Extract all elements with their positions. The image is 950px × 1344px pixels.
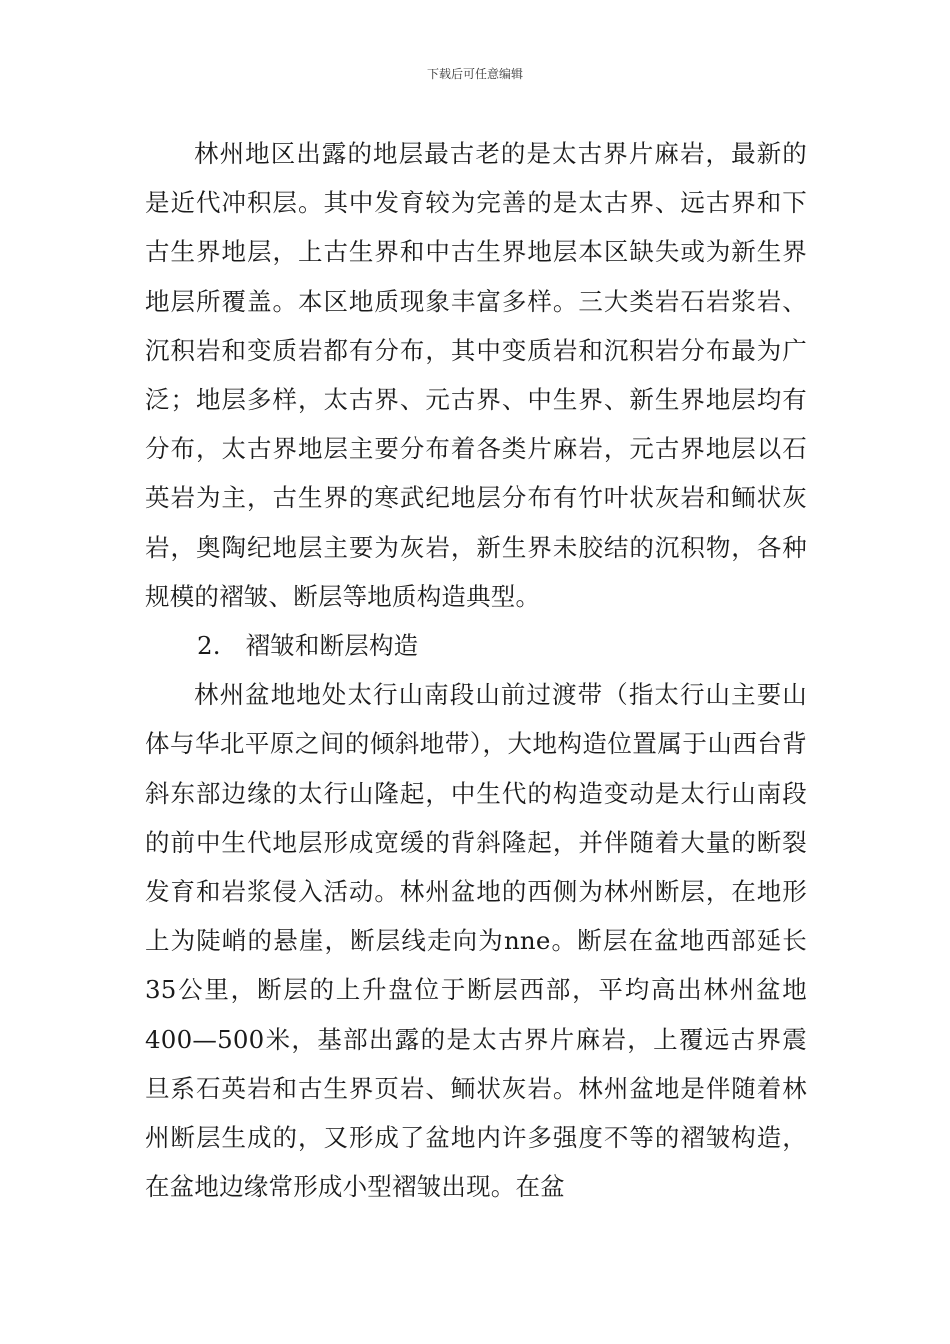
paragraph-linzhou-basin: 林州盆地地处太行山南段山前过渡带（指太行山主要山体与华北平原之间的倾斜地带），大地构造位置属于山西台背斜东部边缘的太行山隆起，中生代的构造变动是太行山南段的前中生代地层形成宽缓的背斜隆起，并伴随着大量的断裂发育和岩浆侵入活动。林州盆地的西侧为林州断层，在地形上为陡峭的悬崖，断层线走向为nne。断层在盆地西部延长35公里，断层的上升盘位于断层西部，平均高出林州盆地400—500米，基部出露的是太古界片麻岩，上覆远古界震旦系石英岩和古生界页岩、鲕状灰岩。林州盆地是伴随着林州断层生成的，又形成了盆地内许多强度不等的褶皱构造，在盆地边缘常形成小型褶皱出现。在盆 (145, 680, 807, 1202)
paragraph-strata: 林州地区出露的地层最古老的是太古界片麻岩，最新的是近代冲积层。其中发育较为完善的是太古界、远古界和下古生界地层，上古生界和中古生界地层本区缺失或为新生界地层所覆盖。本区地质现象丰富多样。三大类岩石岩浆岩、沉积岩和变质岩都有分布，其中变质岩和沉积岩分布最为广泛；地层多样，太古界、元古界、中生界、新生界地层均有分布，太古界地层主要分布着各类片麻岩，元古界地层以石英岩为主，古生界的寒武纪地层分布有竹叶状灰岩和鲕状灰岩，奥陶纪地层主要为灰岩，新生界未胶结的沉积物，各种规模的褶皱、断层等地质构造典型。 (145, 139, 807, 611)
page-header: 下载后可任意编辑 (426, 67, 523, 81)
section-heading-folds-faults: 2. 褶皱和断层构造 (197, 631, 419, 661)
document-body (145, 129, 807, 1211)
